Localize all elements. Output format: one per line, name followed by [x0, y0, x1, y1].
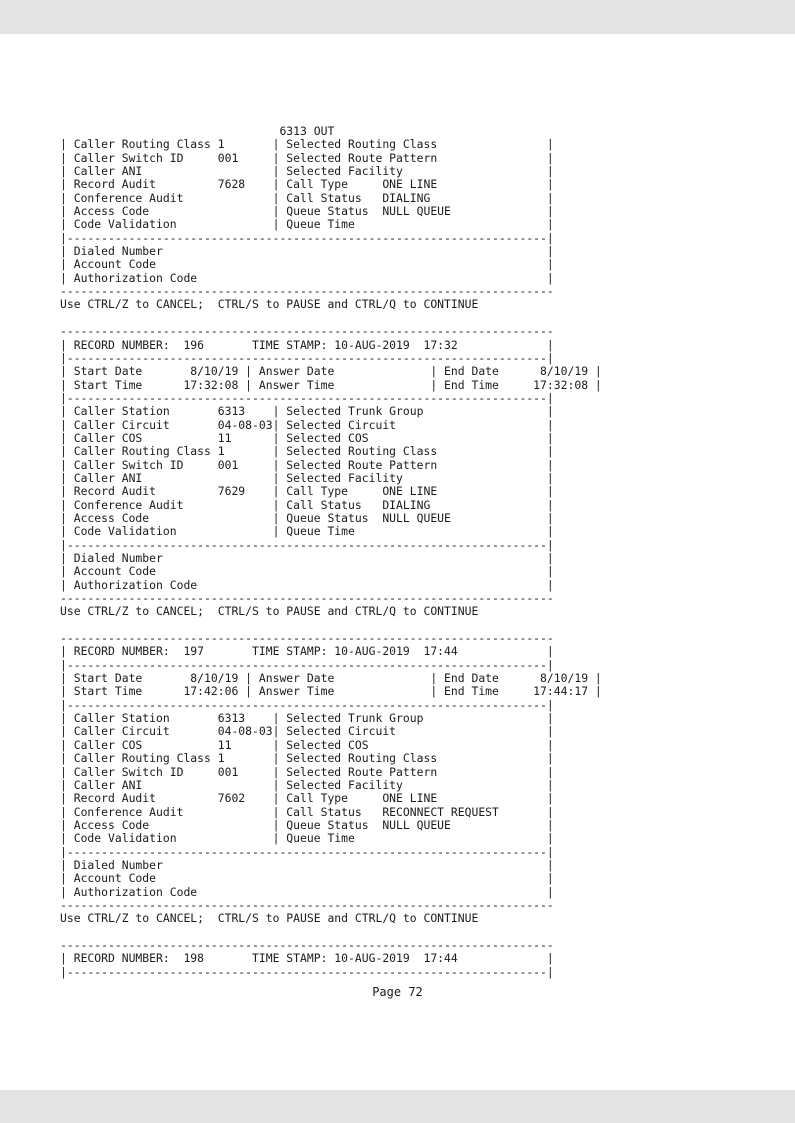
scanner-bottom-margin [0, 1090, 795, 1123]
page-number: Page 72 [372, 985, 423, 999]
scanner-top-margin [0, 0, 795, 34]
report-text: 6313 OUT | Caller Routing Class 1 | Selected Routing Class | | Caller Switch ID 001 | Selected Route Pattern | | Caller ANI | Selected Facility | | Record Audit 7628 | Call Type ONE LINE | | Conference Audit | Call Status DIALING | | Access Code | Queue Status NULL QUEUE | | Code Validation | Queue Time | |----------------------------------------------------------------------| | Dialed Number | | Account Code | | Authorization Code | ------------------------------------------------------------------------ Use CTRL/Z to CANCEL; CTRL/S to PAUSE and CTRL/Q to CONTINUE ------------------------------------------------------------------------ | RECORD NUMBER: 196 TIME STAMP: 10-AUG-2019 17:32 | |----------------------------------------------------------------------| | Start Date 8/10/19 | Answer Date | End Date 8/10/19 | | Start Time 17:32:08 | Answer Time | End Time 17:32:08 | |----------------------------------------------------------------------| | Caller Station 6313 | Selected Trunk Group | | Caller Circuit 04-08-03| Selected Circuit | | Caller COS 11 | Selected COS | | Caller Routing Class 1 | Selected Routing Class | | Caller Switch ID 001 | Selected Route Pattern | | Caller ANI | Selected Facility | | Record Audit 7629 | Call Type ONE LINE | | Conference Audit | Call Status DIALING | | Access Code | Queue Status NULL QUEUE | | Code Validation | Queue Time | |----------------------------------------------------------------------| | Dialed Number | | Account Code | | Authorization Code | ------------------------------------------------------------------------ Use CTRL/Z to CANCEL; CTRL/S to PAUSE and CTRL/Q to CONTINUE ------------------------------------------------------------------------ | RECORD NUMBER: 197 TIME STAMP: 10-AUG-2019 17:44 | |----------------------------------------------------------------------| | Start Date 8/10/19 | Answer Date | End Date 8/10/19 | | Start Time 17:42:06 | Answer Time | End Time 17:44:17 | |----------------------------------------------------------------------| | Caller Station 6313 | Selected Trunk Group | | Caller Circuit 04-08-03| Selected Circuit | | Caller COS 11 | Selected COS | | Caller Routing Class 1 | Selected Routing Class | | Caller Switch ID 001 | Selected Route Pattern | | Caller ANI | Selected Facility | | Record Audit 7602 | Call Type ONE LINE | | Conference Audit | Call Status RECONNECT REQUEST | | Access Code | Queue Status NULL QUEUE | | Code Validation | Queue Time | |----------------------------------------------------------------------| | Dialed Number | | Account Code | | Authorization Code | ------------------------------------------------------------------------ Use CTRL/Z to CANCEL; CTRL/S to PAUSE and CTRL/Q to CONTINUE ------------------------------------------------------------------------ | RECORD NUMBER: 198 TIME STAMP: 10-AUG-2019 17:44 | |----------------------------------------------------------------------| [60, 124, 602, 979]
call-record-report [60, 125, 700, 979]
